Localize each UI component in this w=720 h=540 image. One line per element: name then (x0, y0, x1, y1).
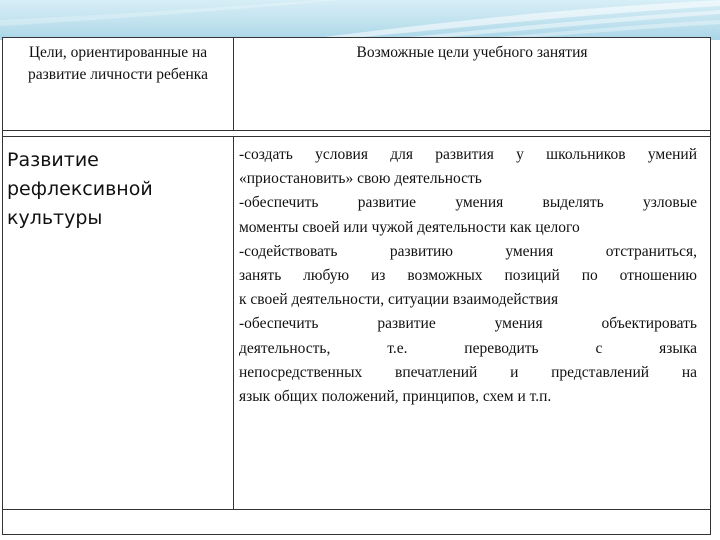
goal-line: -обеспечить развитие умения объектировать (239, 315, 697, 333)
goal-line: язык общих положений, принципов, схем и т.п. (239, 388, 552, 406)
goal-line: моменты своей или чужой деятельности как целого (239, 218, 580, 236)
column-divider (233, 137, 234, 509)
goal-line: непосредственных впечатлений и представлений на (239, 363, 697, 381)
header-left-cell: Цели, ориентированные на развитие личности ребенка (28, 44, 208, 83)
header-divider (3, 136, 710, 137)
header-divider (3, 130, 710, 131)
wave-decoration (0, 0, 720, 40)
decorative-banner (0, 0, 720, 40)
column-divider (233, 38, 234, 130)
goal-line: занять любую из возможных позиций по отношению (239, 267, 697, 285)
row-bottom-divider (3, 509, 710, 510)
goal-line: «приостановить» свою деятельность (239, 170, 482, 188)
header-right-cell: Возможные цели учебного занятия (356, 44, 588, 61)
goal-line: к своей деятельности, ситуации взаимодействия (239, 291, 559, 309)
row-right-cell (239, 143, 697, 409)
goal-line: -создать условия для развития у школьников умений (239, 146, 697, 163)
goal-line: деятельность, т.е. переводить с языка (239, 339, 697, 357)
row-left-cell: Развитие рефлексивной культуры (7, 149, 153, 229)
goal-line: -содействовать развитию умения отстраниться, (239, 242, 697, 260)
goal-line: -обеспечить развитие умения выделять узловые (239, 194, 697, 212)
goals-table (2, 37, 711, 535)
